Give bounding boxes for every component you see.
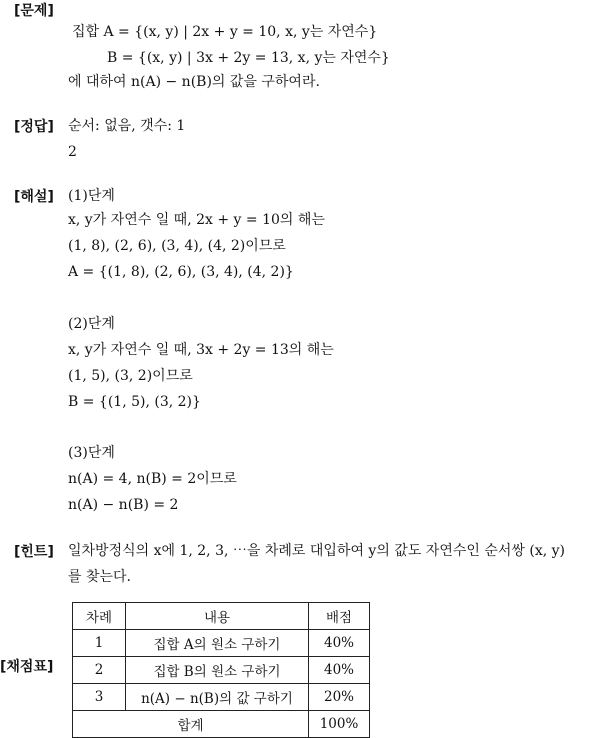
rubric-row-no: 3 xyxy=(73,684,126,711)
solution-line: n(A) = 4, n(B) = 2이므로 xyxy=(68,471,237,487)
rubric-header-content: 내용 xyxy=(126,603,309,630)
solution-line: (1, 5), (3, 2)이므로 xyxy=(68,368,193,384)
rubric-row-no: 1 xyxy=(73,630,126,657)
solution-line: (2)단계 xyxy=(68,316,115,332)
problem-line-1: 집합 A = {(x, y) | 2x + y = 10, x, y는 자연수} xyxy=(72,24,378,40)
hint-tag: [힌트] xyxy=(14,544,54,560)
rubric-row-score: 40% xyxy=(309,630,370,657)
rubric-total-score: 100% xyxy=(309,711,370,738)
solution-tag: [해설] xyxy=(14,189,54,205)
rubric-header-score: 배점 xyxy=(309,603,370,630)
solution-line: (1, 8), (2, 6), (3, 4), (4, 2)이므로 xyxy=(68,238,286,254)
solution-line: A = {(1, 8), (2, 6), (3, 4), (4, 2)} xyxy=(68,264,294,280)
answer-tag: [정답] xyxy=(14,119,54,135)
table-row xyxy=(73,657,370,684)
solution-line: x, y가 자연수 일 때, 2x + y = 10의 해는 xyxy=(68,212,325,228)
table-row xyxy=(73,630,370,657)
solution-line: (3)단계 xyxy=(68,445,115,461)
solution-line: (1)단계 xyxy=(68,188,115,204)
rubric-table xyxy=(72,602,370,738)
rubric-total-row xyxy=(73,711,370,738)
hint-line-1: 일차방정식의 x에 1, 2, 3, ⋯을 차례로 대입하여 y의 값도 자연수인 순서쌍 (x, y) xyxy=(68,543,566,559)
problem-line-2: B = {(x, y) | 3x + 2y = 13, x, y는 자연수} xyxy=(107,50,390,66)
hint-line-2: 를 찾는다. xyxy=(68,569,131,585)
rubric-header-row xyxy=(73,603,370,630)
solution-line: n(A) − n(B) = 2 xyxy=(68,497,179,513)
answer-line-2: 2 xyxy=(68,144,77,160)
rubric-header-no: 차례 xyxy=(73,603,126,630)
problem-line-3: 에 대하여 n(A) − n(B)의 값을 구하여라. xyxy=(68,74,320,90)
rubric-total-label: 합계 xyxy=(73,711,309,738)
problem-tag: [문제] xyxy=(14,3,54,19)
table-row xyxy=(73,684,370,711)
rubric-row-score: 20% xyxy=(309,684,370,711)
answer-line-1: 순서: 없음, 갯수: 1 xyxy=(68,118,186,134)
rubric-tag: [채점표] xyxy=(0,659,54,675)
solution-line: B = {(1, 5), (3, 2)} xyxy=(68,394,201,410)
rubric-row-content: 집합 A의 원소 구하기 xyxy=(126,630,309,657)
rubric-row-score: 40% xyxy=(309,657,370,684)
rubric-row-content: 집합 B의 원소 구하기 xyxy=(126,657,309,684)
solution-line: x, y가 자연수 일 때, 3x + 2y = 13의 해는 xyxy=(68,342,334,358)
rubric-row-content: n(A) − n(B)의 값 구하기 xyxy=(126,684,309,711)
rubric-row-no: 2 xyxy=(73,657,126,684)
